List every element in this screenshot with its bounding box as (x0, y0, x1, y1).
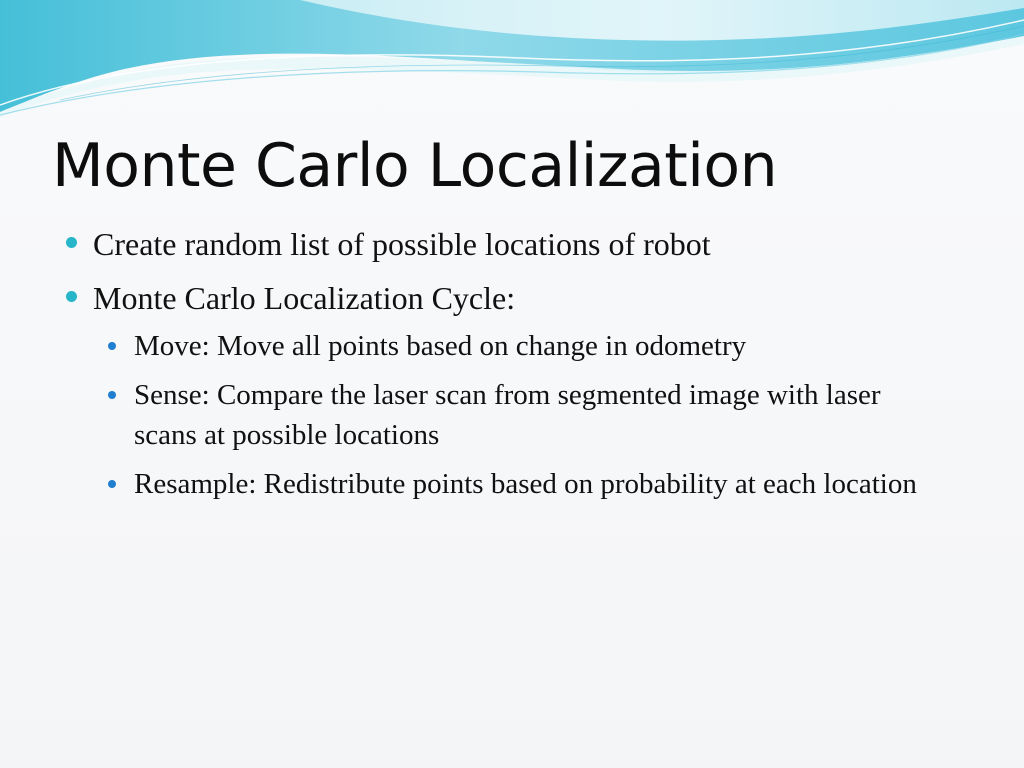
slide-title: Monte Carlo Localization (52, 131, 778, 201)
sub-bullet-list (93, 326, 946, 504)
sub-bullet-text: Sense: Compare the laser scan from segmented image with laser scans at possible locations (134, 379, 881, 451)
sub-bullet-item (66, 326, 934, 366)
sub-bullet-text: Move: Move all points based on change in odometry (134, 330, 747, 362)
sub-bullet-item (66, 464, 934, 504)
bullet-item (66, 222, 946, 266)
bullet-text: Create random list of possible locations of robot (93, 226, 711, 262)
sub-bullet-text: Resample: Redistribute points based on probability at each location (134, 468, 917, 500)
sub-bullet-dot-icon (108, 480, 116, 488)
sub-bullet-dot-icon (108, 342, 116, 350)
sub-bullet-dot-icon (108, 391, 116, 399)
bullet-dot-icon (66, 237, 77, 248)
wave-header-decoration (0, 0, 1024, 130)
sub-bullet-item (66, 375, 934, 455)
bullet-dot-icon (66, 291, 77, 302)
bullet-item (66, 276, 946, 504)
bullet-text: Monte Carlo Localization Cycle: (93, 280, 516, 316)
slide-content (66, 222, 946, 514)
bullet-list (66, 222, 946, 504)
